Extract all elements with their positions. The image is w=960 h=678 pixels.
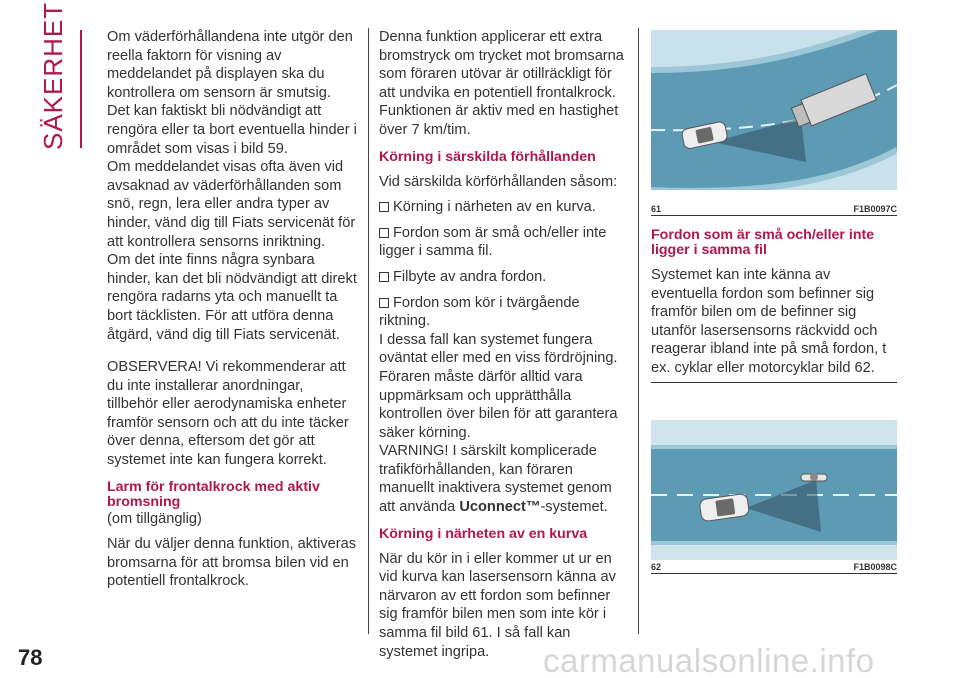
chapter-title: SÄKERHET <box>38 1 68 150</box>
heading-small-vehicles: Fordon som är små och/eller inte ligger i samma fil <box>651 227 875 258</box>
paragraph-unexpected: I dessa fall kan systemet fungera oväntat eller med en viss fördröjning. Föraren måste därför alltid vara uppmärksam och upprätthålla kontrollen över bilen för att garantera säker körning. <box>379 331 618 441</box>
list-item: Filbyte av andra fordon. <box>379 268 629 287</box>
curve-illustration <box>651 30 897 190</box>
figure-code: F1B0098C <box>853 562 897 572</box>
paragraph-clean-radar: Om det inte finns några synbara hinder, kan det bli nödvändigt att direkt rengöra radarns yta och manuellt ta bort täcklisten. För att utföra denna åtgärd, vänd dig till Fiats servicenät. <box>107 252 357 343</box>
list-item: Fordon som är små och/eller inte ligger i samma fil. <box>379 224 607 260</box>
paragraph-curve: När du kör in i eller kommer ut ur en vid kurva kan lasersensorn känna av närvaron av ett fordon som befinner sig framför bilen men som inte kör i samma fil bild 61. I så fall kan systemet ingripa. <box>379 550 616 660</box>
paragraph-activate: När du väljer denna funktion, aktiveras bromsarna för att bromsa bilen vid en potentiell frontalkrock. <box>107 536 357 590</box>
column-divider-1 <box>368 28 369 634</box>
column-2 <box>379 28 629 661</box>
heading-curve: Körning i närheten av en kurva <box>379 525 588 542</box>
watermark: carmanualsonline.info <box>543 642 875 678</box>
column-divider-2 <box>638 28 639 634</box>
paragraph-weather: Om väderförhållandena inte utgör den reella faktorn för visning av meddelandet på displayen ska du kontrollera om sensorn är smutsig. Det kan faktiskt bli nödvändigt att rengöra eller ta bort eventuella hinder i området som visas i bild 59. <box>107 29 357 157</box>
heading-special-conditions: Körning i särskilda förhållanden <box>379 148 596 165</box>
small-vehicle-illustration <box>651 420 897 560</box>
column-3 <box>651 228 896 378</box>
paragraph-small-vehicles: Systemet kan inte känna av eventuella fordon som befinner sig framför bilen om de befinner sig utanför lasersensorns räckvidd och reagerar ibland inte på små fordon, t ex. cyklar eller motorcyklar bild 62. <box>651 267 887 376</box>
list-item: Körning i närheten av en kurva. <box>379 198 629 217</box>
paragraph-extra-brake: Denna funktion applicerar ett extra bromstryck om trycket mot bromsarna som föraren utövar är otillräckligt för att undvika en potentiell frontalkrock. Funktionen är aktiv med en hastighet över 7 km/tim. <box>379 29 624 138</box>
paragraph-special-intro: Vid särskilda körförhållanden såsom: <box>379 173 618 190</box>
checkbox-bullet-icon <box>379 228 389 238</box>
paragraph-varning: VARNING! I särskilt komplicerade trafikförhållanden, kan föraren manuellt inaktivera systemet genom att använda Uconnect™-systemet. <box>379 443 612 516</box>
paragraph-frequent-message: Om meddelandet visas ofta även vid avsaknad av väderförhållanden som snö, regn, lera eller andra typer av hinder, vänd dig till Fiats servicenät för att kontrollera sensorns inriktning. <box>107 159 356 250</box>
column-1 <box>107 28 357 591</box>
chapter-divider <box>80 30 82 148</box>
figure-rule <box>651 382 897 383</box>
figure-code: F1B0097C <box>853 204 897 214</box>
heading-availability: (om tillgänglig) <box>107 510 202 527</box>
checkbox-bullet-icon <box>379 272 389 282</box>
checkbox-bullet-icon <box>379 298 389 308</box>
paragraph-observera: OBSERVERA! Vi rekommenderar att du inte installerar anordningar, tillbehör eller aerodynamiska enheter framför sensorn och att du inte täcker över denna, eftersom det gör att systemet inte kan fungera korrekt. <box>107 359 349 469</box>
figure-number: 61 <box>651 204 662 214</box>
page-number: 78 <box>18 645 43 670</box>
figure-rule <box>651 573 897 574</box>
figure-number: 62 <box>651 562 662 572</box>
list-item: Fordon som kör i tvärgående riktning. <box>379 294 580 330</box>
figure-rule <box>651 215 897 216</box>
checkbox-bullet-icon <box>379 202 389 212</box>
heading-frontal-collision: Larm för frontalkrock med aktiv bromsning <box>107 478 320 510</box>
